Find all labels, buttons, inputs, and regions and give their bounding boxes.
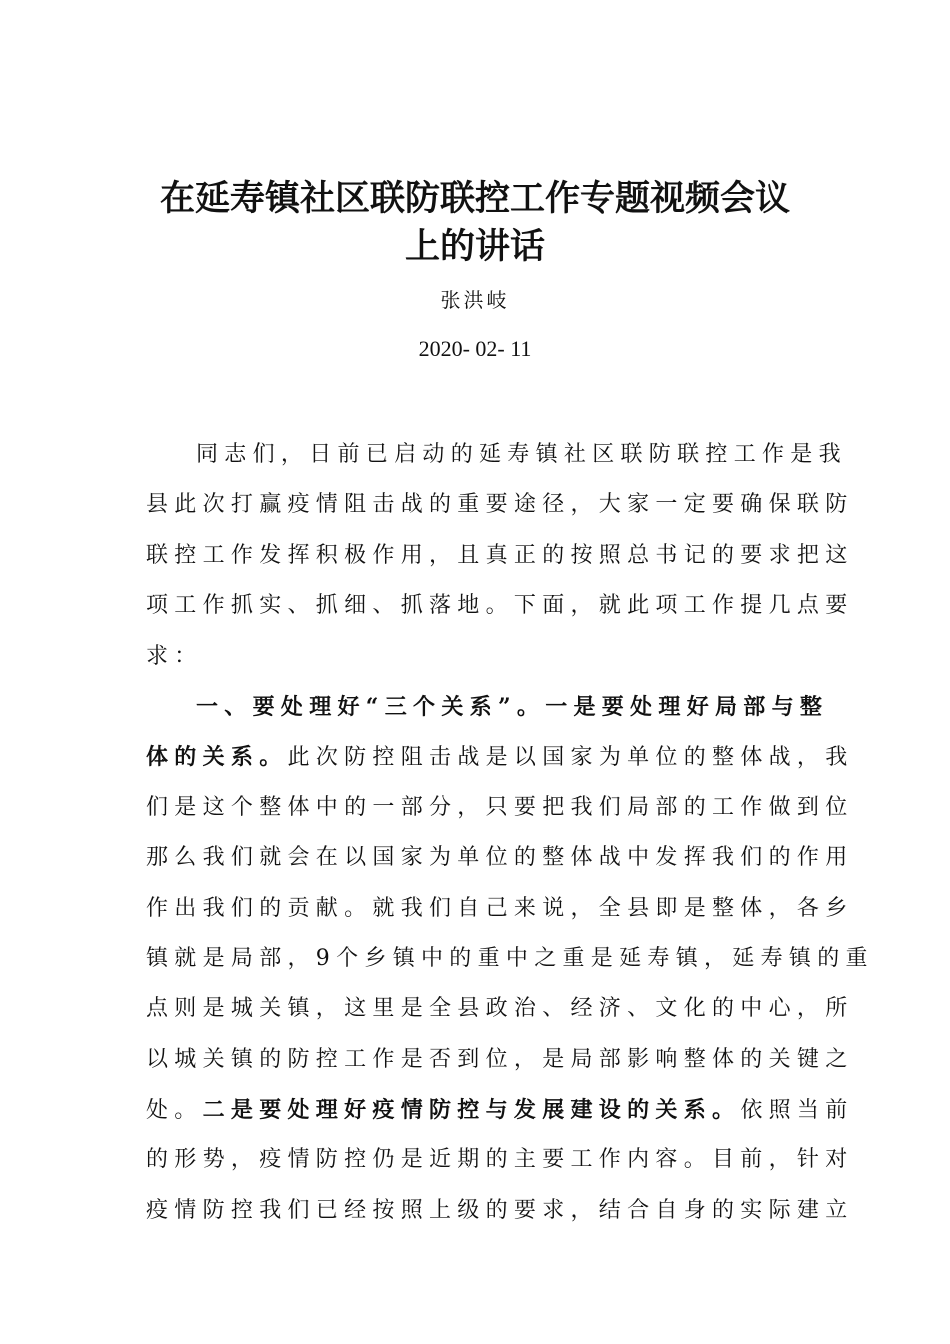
paragraph-line [146,1085,854,1135]
bold-phrase: 体的关系。 [146,744,288,771]
title-line-2: 上的讲话 [404,226,545,267]
paragraph-text: 依照当前 [740,1098,854,1124]
title-line-1: 在延寿镇社区联防联控工作专题视频会议 [159,178,790,219]
paragraph-line: 点则是城关镇，这里是全县政治、经济、文化的中心，所 [146,996,854,1022]
paragraph-line: 以城关镇的防控工作是否到位，是局部影响整体的关键之 [146,1046,854,1072]
paragraph-line: 镇就是局部，9个乡镇中的重中之重是延寿镇，延寿镇的重 [146,945,874,971]
paragraph-text: 处。 [146,1098,203,1124]
paragraph-text: 此次防控阻击战是以国家为单位的整体战，我 [287,745,854,771]
paragraph-line: 同志们，日前已启动的延寿镇社区联防联控工作是我 [196,442,847,467]
paragraph-line: 项工作抓实、抓细、抓落地。下面，就此项工作提几点要 [146,593,854,619]
speech-date: 2020- 02- 11 [418,336,532,361]
document-title [120,175,830,271]
paragraph-line [146,732,854,782]
bold-phrase: 二是要处理好疫情防控与发展建设的关系。 [202,1097,741,1124]
paragraph-line: 县此次打赢疫情阻击战的重要途径，大家一定要确保联防 [146,492,854,518]
paragraph-line: 的形势，疫情防控仍是近期的主要工作内容。目前，针对 [146,1147,854,1173]
author-name: 张洪岐 [440,288,510,312]
paragraph-line: 作出我们的贡献。就我们自己来说，全县即是整体，各乡 [146,895,854,921]
paragraph-line: 疫情防控我们已经按照上级的要求，结合自身的实际建立 [146,1197,854,1223]
paragraph-line: 联控工作发挥积极作用，且真正的按照总书记的要求把这 [146,542,854,568]
section-heading-line: 一、要处理好“三个关系”。一是要处理好局部与整 [196,693,829,720]
speech-body [146,430,874,1236]
paragraph-line: 们是这个整体中的一部分，只要把我们局部的工作做到位 [146,794,854,820]
paragraph-line: 求： [146,643,203,669]
paragraph-line: 那么我们就会在以国家为单位的整体战中发挥我们的作用 [146,845,854,871]
